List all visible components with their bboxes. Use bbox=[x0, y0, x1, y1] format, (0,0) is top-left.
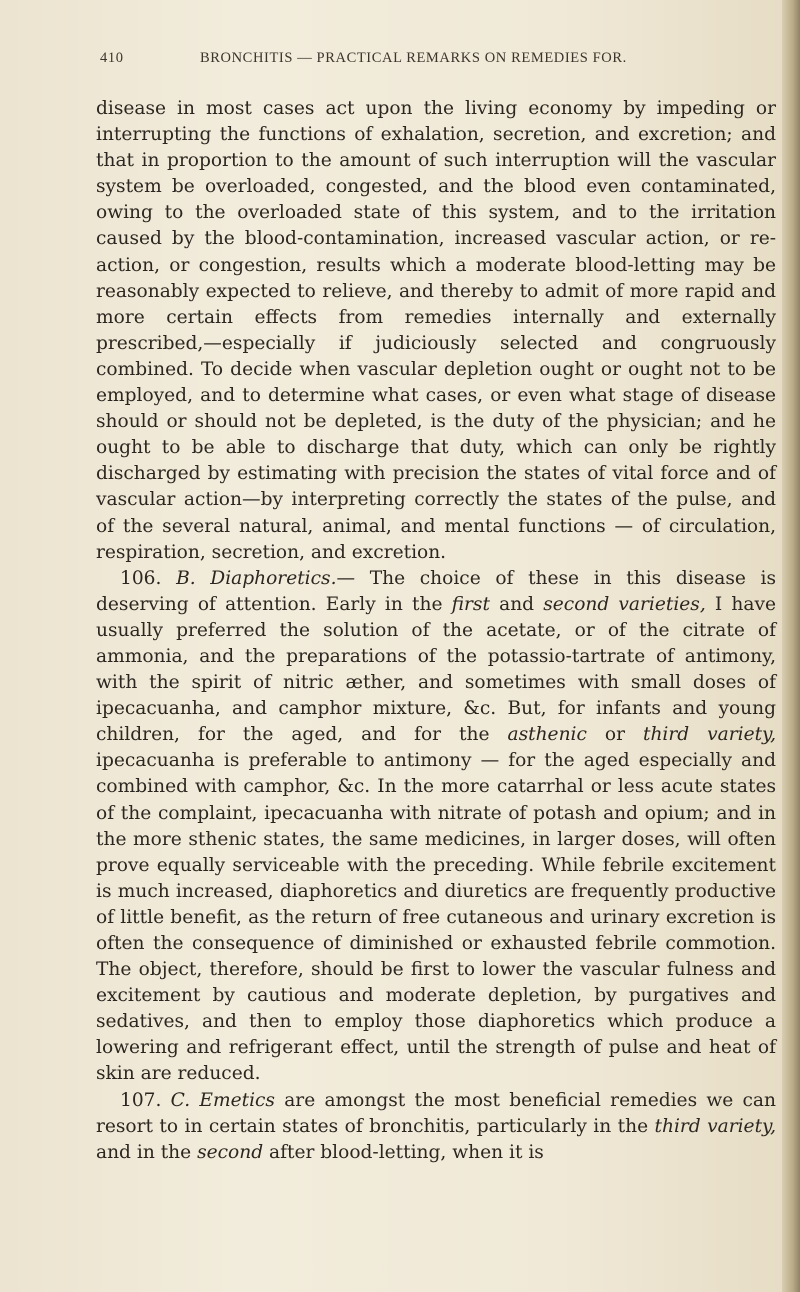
section-number: 106. bbox=[120, 567, 162, 589]
paragraph-107: 107. C. Emetics are amongst the most beneficial remedies we can resort to in certain states of bronchitis, particularly in the third variety, and in the second after blood-letting, when it is bbox=[96, 1089, 776, 1163]
body-text bbox=[96, 96, 776, 1166]
section-number: 107. bbox=[120, 1089, 162, 1111]
section-heading: Emetics bbox=[199, 1089, 275, 1111]
running-title: BRONCHITIS — PRACTICAL REMARKS ON REMEDIES FOR. bbox=[200, 50, 627, 66]
section-letter: B. bbox=[176, 567, 196, 589]
page-number: 410 bbox=[100, 50, 124, 66]
running-header bbox=[100, 50, 740, 74]
paragraph-continued: disease in most cases act upon the living economy by impeding or interrupting the functions of exhalation, secretion, and excretion; and that in proportion to the amount of such interruption will the vascular system be overloaded, congested, and the blood even contaminated, owing to the overloaded state of this system, and to the irritation caused by the blood-contamination, increased vascular action, or re-action, or congestion, results which a moderate blood-letting may be reasonably expected to relieve, and thereby to admit of more rapid and more certain effects from remedies internally and externally prescribed,—especially if judiciously selected and congruously combined. To decide when vascular depletion ought or ought not to be employed, and to determine what cases, or even what stage of disease should or should not be depleted, is the duty of the physician; and he ought to be able to discharge that duty, which can only be rightly discharged by estimating with precision the states of vital force and of vascular action—by interpreting correctly the states of the pulse, and of the several natural, animal, and mental functions — of circulation, respiration, secretion, and excretion. bbox=[96, 98, 776, 563]
paragraph-106: 106. B. Diaphoretics.— The choice of these in this disease is deserving of attention. Early in the first and second varieties, I have usually preferred the solution of the acetate, or of the citrate of ammonia, and the preparations of the potassio-tartrate of antimony, with the spirit of nitric æther, and sometimes with small doses of ipecacuanha, and camphor mixture, &c. But, for infants and young children, for the aged, and for the asthenic or third variety, ipecacuanha is preferable to antimony — for the aged especially and combined with camphor, &c. In the more catarrhal or less acute states of the complaint, ipecacuanha with nitrate of potash and opium; and in the more sthenic states, the same medicines, in larger doses, will often prove equally serviceable with the preceding. While febrile excitement is much increased, diaphoretics and diuretics are frequently productive of little benefit, as the return of free cutaneous and urinary excretion is often the consequence of diminished or exhausted febrile commotion. The object, therefore, should be first to lower the vascular fulness and excitement by cautious and moderate depletion, by purgatives and sedatives, and then to employ those diaphoretics which produce a lowering and refrigerant effect, until the strength of pulse and heat of skin are reduced. bbox=[96, 567, 777, 1085]
section-heading: Diaphoretics. bbox=[210, 567, 337, 589]
page-edge bbox=[782, 0, 800, 1292]
section-letter: C. bbox=[170, 1089, 191, 1111]
